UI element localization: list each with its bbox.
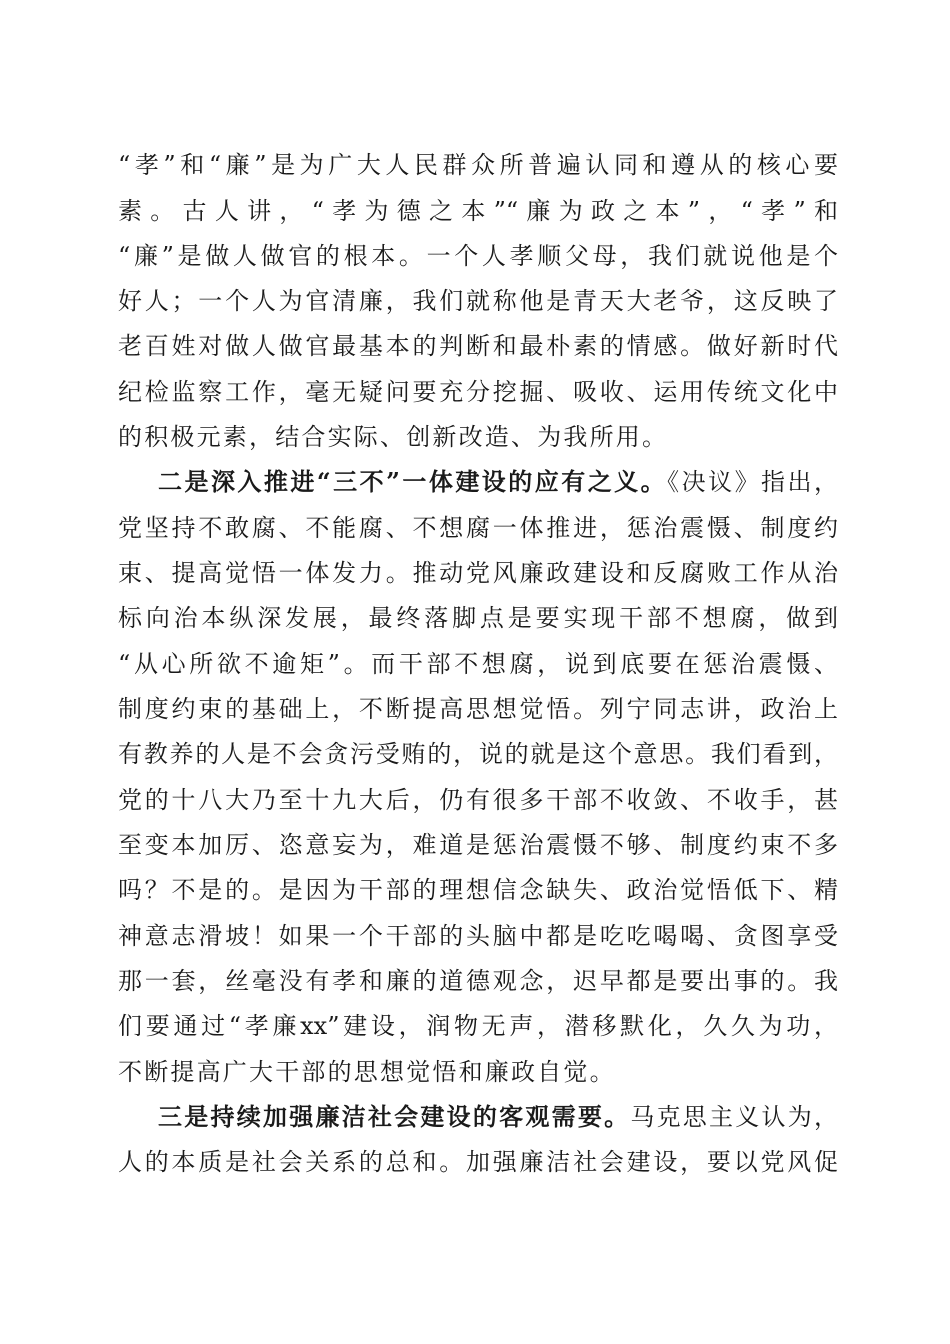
paragraph-1-line-3: “廉”是做人做官的根本。一个人孝顺父母，我们就说他是个 <box>118 242 838 270</box>
paragraph-3-line-2: 人的本质是社会关系的总和。加强廉洁社会建设，要以党风促 <box>118 1148 838 1176</box>
paragraph-2-line-6: 制度约束的基础上，不断提高思想觉悟。列宁同志讲，政治上 <box>118 695 838 723</box>
paragraph-2-line-10: 吗？不是的。是因为干部的理想信念缺失、政治觉悟低下、精 <box>118 876 838 904</box>
paragraph-2-line-14: 不断提高广大干部的思想觉悟和廉政自觉。 <box>118 1058 616 1086</box>
paragraph-1-line-2: 素。古人讲，“孝为德之本”“廉为政之本”，“孝”和 <box>118 197 838 225</box>
paragraph-2-line-11: 神意志滑坡！如果一个干部的头脑中都是吃吃喝喝、贪图享受 <box>118 922 838 950</box>
paragraph-1-line-5: 老百姓对做人做官最基本的判断和最朴素的情感。做好新时代 <box>118 332 838 360</box>
paragraph-2-line-3: 束、提高觉悟一体发力。推动党风廉政建设和反腐败工作从治 <box>118 559 838 587</box>
paragraph-2-first-line-rest: 《决议》指出， <box>667 468 838 496</box>
paragraph-3-first-line-rest: 马克思主义认为， <box>630 1103 839 1131</box>
paragraph-2-line-2: 党坚持不敢腐、不能腐、不想腐一体推进，惩治震慑、制度约 <box>118 514 838 542</box>
paragraph-1-line-6: 纪检监察工作，毫无疑问要充分挖掘、吸收、运用传统文化中 <box>118 378 838 406</box>
paragraph-2-line-9: 至变本加厉、恣意妄为，难道是惩治震慑不够、制度约束不多 <box>118 831 838 859</box>
paragraph-3-first-line <box>158 1094 838 1140</box>
paragraph-2-line-13: 们要通过“孝廉xx”建设，润物无声，潜移默化，久久为功， <box>118 1012 838 1040</box>
paragraph-2-first-line <box>158 459 838 505</box>
paragraph-2-line-8: 党的十八大乃至十九大后，仍有很多干部不收敛、不收手，甚 <box>118 786 838 814</box>
paragraph-3-heading: 三是持续加强廉洁社会建设的客观需要。 <box>158 1102 631 1131</box>
paragraph-2-line-12: 那一套，丝毫没有孝和廉的道德观念，迟早都是要出事的。我 <box>118 967 838 995</box>
paragraph-2-line-4: 标向治本纵深发展，最终落脚点是要实现干部不想腐，做到 <box>118 604 838 632</box>
paragraph-2-line-7: 有教养的人是不会贪污受贿的，说的就是这个意思。我们看到， <box>118 740 838 768</box>
paragraph-2-line-5: “从心所欲不逾矩”。而干部不想腐，说到底要在惩治震慑、 <box>118 650 838 678</box>
paragraph-1-line-4: 好人；一个人为官清廉，我们就称他是青天大老爷，这反映了 <box>118 287 838 315</box>
paragraph-1-line-7: 的积极元素，结合实际、创新改造、为我所用。 <box>118 423 669 451</box>
paragraph-2-heading: 二是深入推进“三不”一体建设的应有之义。 <box>158 467 668 496</box>
paragraph-1-line-1: “孝”和“廉”是为广大人民群众所普遍认同和遵从的核心要 <box>118 151 838 179</box>
